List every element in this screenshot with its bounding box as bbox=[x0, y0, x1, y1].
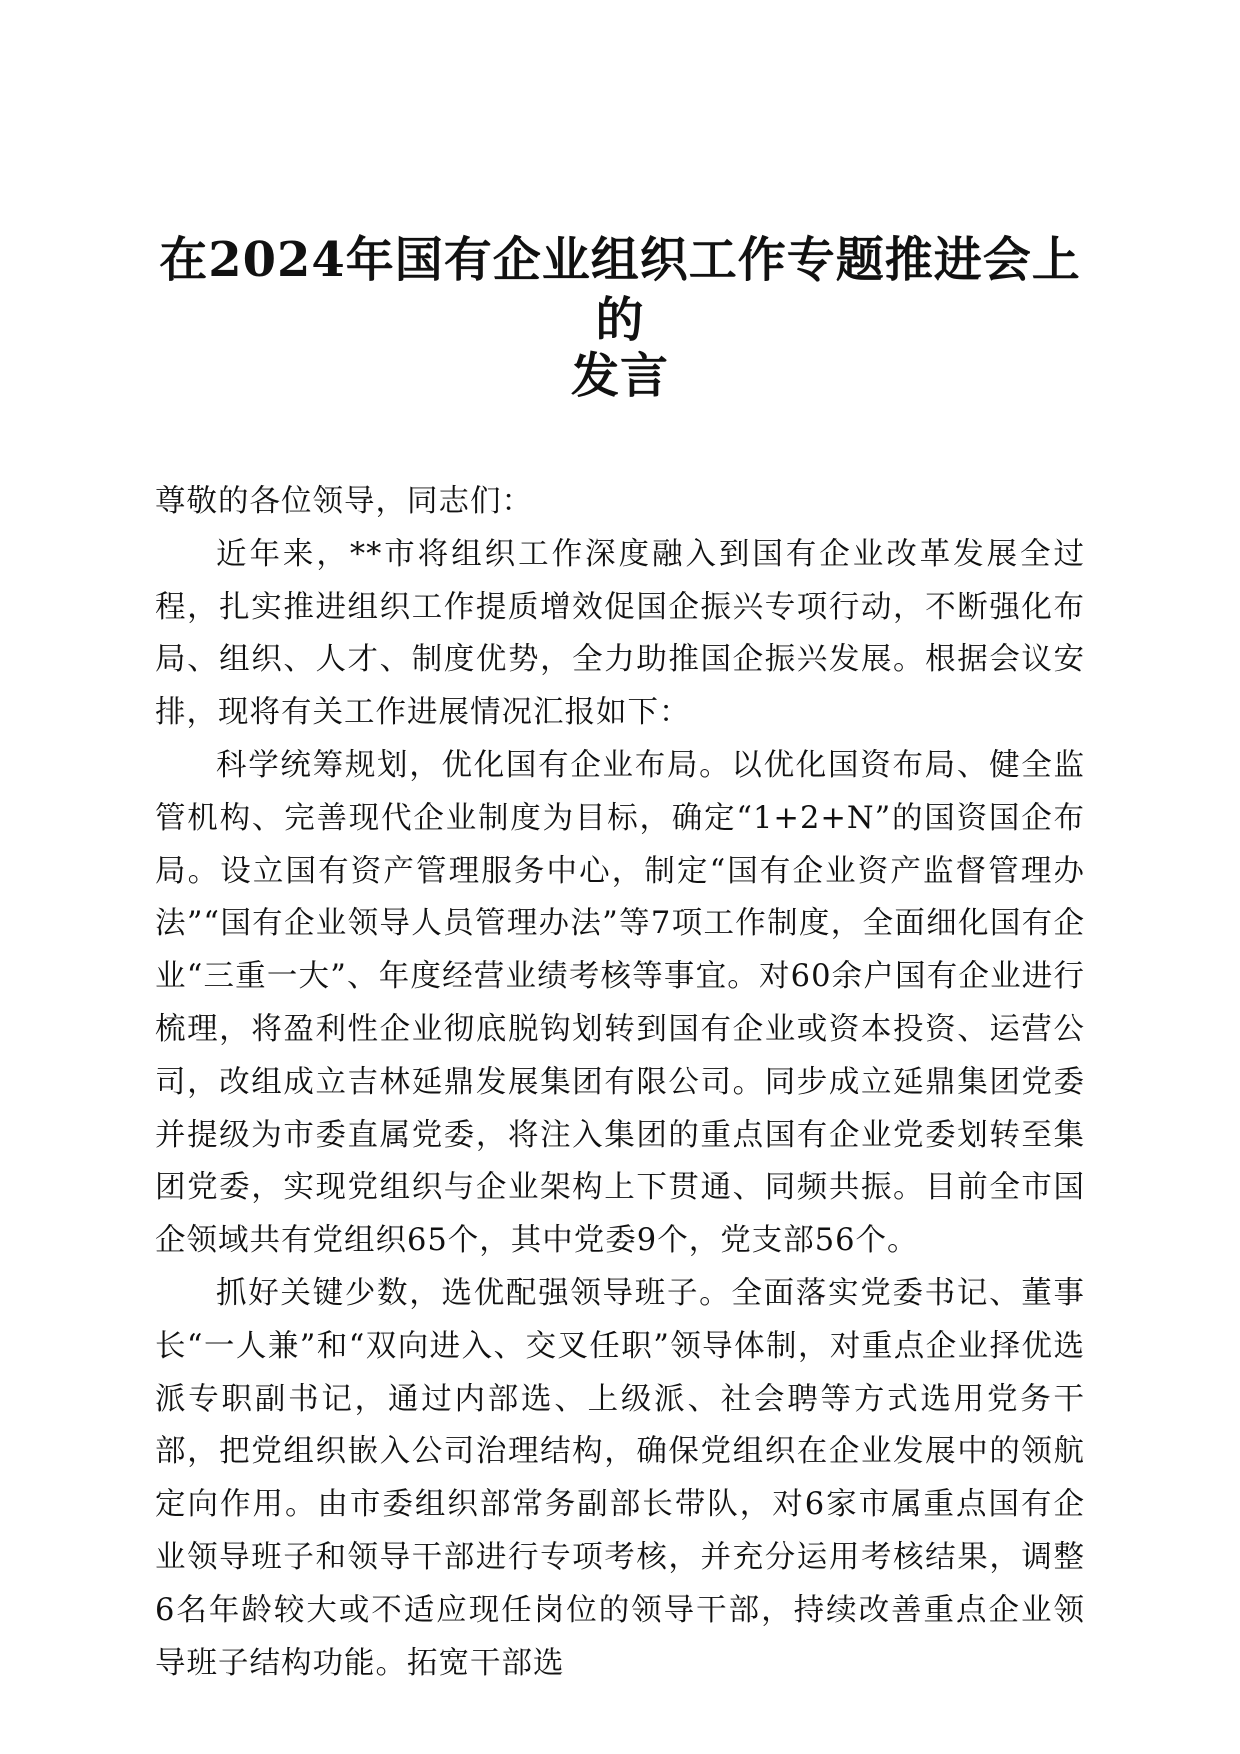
paragraph-planning: 科学统筹规划，优化国有企业布局。以优化国资布局、健全监管机构、完善现代企业制度为目标，确定“1+2+N”的国资国企布局。设立国有资产管理服务中心，制定“国有企业资产监督管理办法”“国有企业领导人员管理办法”等7项工作制度，全面细化国有企业“三重一大”、年度经营业绩考核等事宜。对60余户国有企业进行梳理，将盈利性企业彻底脱钩划转到国有企业或资本投资、运营公司，改组成立吉林延鼎发展集团有限公司。同步成立延鼎集团党委并提级为市委直属党委，将注入集团的重点国有企业党委划转至集团党委，实现党组织与企业架构上下贯通、同频共振。目前全市国企领域共有党组织65个，其中党委9个，党支部56个。 bbox=[155, 747, 1085, 1259]
document-title-line-1: 在2024年国有企业组织工作专题推进会上的 bbox=[159, 232, 1081, 348]
paragraph-intro: 近年来，**市将组织工作深度融入到国有企业改革发展全过程，扎实推进组织工作提质增效促国企振兴专项行动，不断强化布局、组织、人才、制度优势，全力助推国企振兴发展。根据会议安排，现将有关工作进展情况汇报如下： bbox=[155, 536, 1085, 731]
salutation: 尊敬的各位领导，同志们： bbox=[155, 484, 533, 519]
document-title-line-2: 发言 bbox=[570, 348, 669, 404]
paragraph-leadership: 抓好关键少数，选优配强领导班子。全面落实党委书记、董事长“一人兼”和“双向进入、交叉任职”领导体制，对重点企业择优选派专职副书记，通过内部选、上级派、社会聘等方式选用党务干部，把党组织嵌入公司治理结构，确保党组织在企业发展中的领航定向作用。由市委组织部常务副部长带队，对6家市属重点国有企业领导班子和领导干部进行专项考核，并充分运用考核结果，调整6名年龄较大或不适应现任岗位的领导干部，持续改善重点企业领导班子结构功能。拓宽干部选 bbox=[155, 1275, 1085, 1681]
document-body bbox=[155, 476, 1085, 1690]
